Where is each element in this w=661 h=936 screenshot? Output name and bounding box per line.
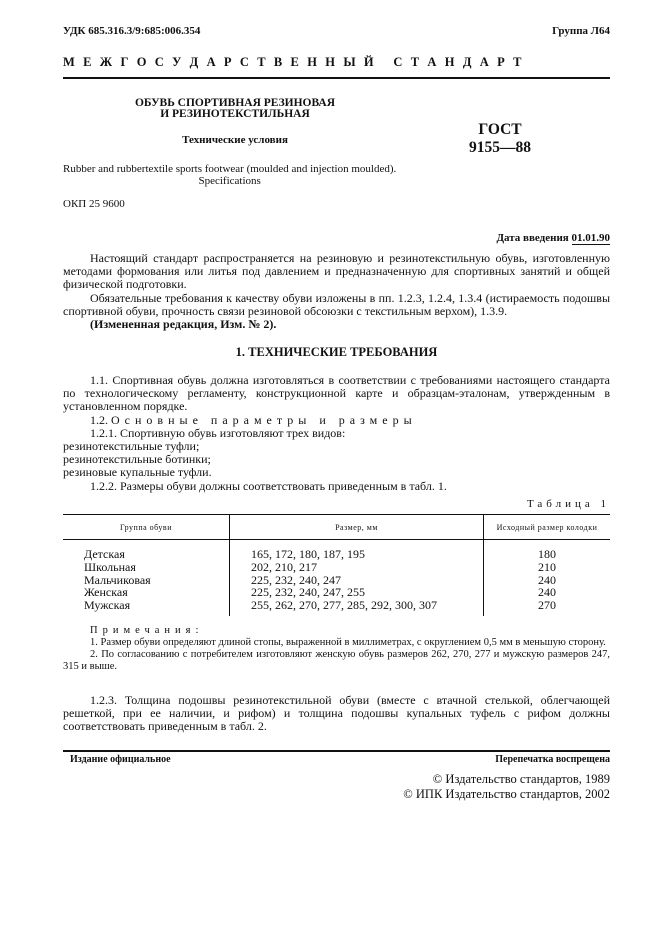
group-cell: Детская <box>84 547 125 561</box>
reprint-prohibited: Перепечатка воспрещена <box>495 754 610 765</box>
size-cell: 225, 232, 240, 247, 255 <box>230 586 484 599</box>
column-header: Исходный размер колодки <box>484 515 611 540</box>
group-cell: Женская <box>84 585 128 600</box>
group-code: Группа Л64 <box>552 25 610 37</box>
last-size-cell: 180 <box>484 548 611 561</box>
paragraph-number: 1.2. <box>90 412 108 427</box>
table-row <box>63 599 610 616</box>
column-header: Группа обуви <box>63 515 230 540</box>
size-cell: 255, 262, 270, 277, 285, 292, 300, 307 <box>230 599 484 616</box>
table-header-row <box>63 515 610 540</box>
notes-title: Примечания: <box>90 625 204 636</box>
banner-rule <box>63 77 610 79</box>
last-size-cell: 210 <box>484 561 611 574</box>
list-item: резинотекстильные ботинки; <box>63 452 211 467</box>
notes <box>63 625 610 673</box>
group-cell: Мальчиковая <box>84 572 151 587</box>
amendment-note: (Измененная редакция, Изм. № 2). <box>90 317 277 332</box>
group-cell: Мужская <box>84 598 131 613</box>
paragraph-1-2-3-text: 1.2.3. Толщина подошвы резинотекстильной обуви (вместе с втачной стелькой, облегчающей решеткой, при ее наличии, и рифом) и толщина подошвы купальных туфель с рифом должны соответствовать приведенным в табл. 2. <box>63 693 610 734</box>
introduction <box>63 252 610 331</box>
table-caption: Таблица 1 <box>526 498 610 510</box>
section-heading: 1. ТЕХНИЧЕСКИЕ ТРЕБОВАНИЯ <box>235 345 438 359</box>
paragraph-1-1: 1.1. Спортивная обувь должна изготовляться в соответствии с требованиями настоящего стандарта по технологическому регламенту, конструкционной карте и образцам-эталонам, утвержденным в установленном порядке. <box>63 373 610 414</box>
okp-code: ОКП 25 9600 <box>63 198 125 210</box>
document-title <box>100 98 370 120</box>
document-subtitle: Технические условия <box>182 134 288 146</box>
english-title <box>63 163 396 187</box>
paragraph-1-2 <box>63 414 610 427</box>
date-value: 01.01.90 <box>571 232 610 244</box>
subsection-title: Основные параметры и размеры <box>111 412 417 427</box>
copyright-line: © Издательство стандартов, 1989 <box>432 772 610 786</box>
paragraph-1-2-2: 1.2.2. Размеры обуви должны соответствовать приведенным в табл. 1. <box>90 478 447 493</box>
udk-code: УДК 685.316.3/9:685:006.354 <box>63 25 201 37</box>
english-title-line-1: Rubber and rubbertextile sports footwear (moulded and injection moulded). <box>63 163 397 175</box>
table-row <box>63 548 610 561</box>
last-size-cell: 270 <box>484 599 611 616</box>
section-1-body <box>63 374 610 493</box>
last-size-cell: 240 <box>484 574 611 587</box>
footer-rule <box>63 750 610 752</box>
column-header: Размер, мм <box>230 515 484 540</box>
note-item: 1. Размер обуви определяют длиной стопы, выраженной в миллиметрах, с округлением 0,5 мм в меньшую сторону. <box>90 637 606 648</box>
introduction-date <box>496 232 610 244</box>
english-title-line-2: Specifications <box>198 175 261 187</box>
paragraph-1-2-1: 1.2.1. Спортивную обувь изготовляют трех видов: <box>90 425 346 440</box>
date-label: Дата введения <box>496 232 569 244</box>
copyright-line: © ИПК Издательство стандартов, 2002 <box>403 787 610 801</box>
group-cell: Школьная <box>84 559 136 574</box>
gost-designation <box>450 121 550 157</box>
copyright <box>403 772 610 802</box>
list-item: резинотекстильные туфли; <box>63 439 200 454</box>
size-cell: 202, 210, 217 <box>230 561 484 574</box>
list-item: резиновые купальные туфли. <box>63 465 212 480</box>
interstate-standard-banner: М Е Ж Г О С У Д А Р С Т В Е Н Н Ы Й С Т А Н Д А Р Т <box>63 55 525 69</box>
size-cell: 165, 172, 180, 187, 195 <box>230 548 484 561</box>
title-line-1: ОБУВЬ СПОРТИВНАЯ РЕЗИНОВАЯ <box>134 97 336 109</box>
last-size-cell: 240 <box>484 586 611 599</box>
intro-paragraph: Настоящий стандарт распространяется на резиновую и резинотекстильную обувь, изготовленную методами формования или литья под давлением и предназначенную для спортивных занятий и общей физической подготовки. <box>63 251 610 292</box>
gost-number: 9155—88 <box>469 139 531 156</box>
paragraph-1-2-3 <box>63 694 610 734</box>
title-line-2: И РЕЗИНОТЕКСТИЛЬНАЯ <box>160 108 310 120</box>
size-cell: 225, 232, 240, 247 <box>230 574 484 587</box>
table-row <box>63 561 610 574</box>
gost-label: ГОСТ <box>478 121 522 138</box>
intro-paragraph: Обязательные требования к качеству обуви изложены в пп. 1.2.3, 1.2.4, 1.3.4 (истираемость подошвы спортивной обуви, прочность связи резиновой обсоюзки с текстильным верхом), 1.3.9. <box>63 290 610 318</box>
official-edition: Издание официальное <box>70 754 171 765</box>
note-item: 2. По согласованию с потребителем изготовляют женскую обувь размеров 262, 270, 277 и мужскую размеров 247, 315 и выше. <box>63 649 610 672</box>
table-1 <box>63 514 610 616</box>
